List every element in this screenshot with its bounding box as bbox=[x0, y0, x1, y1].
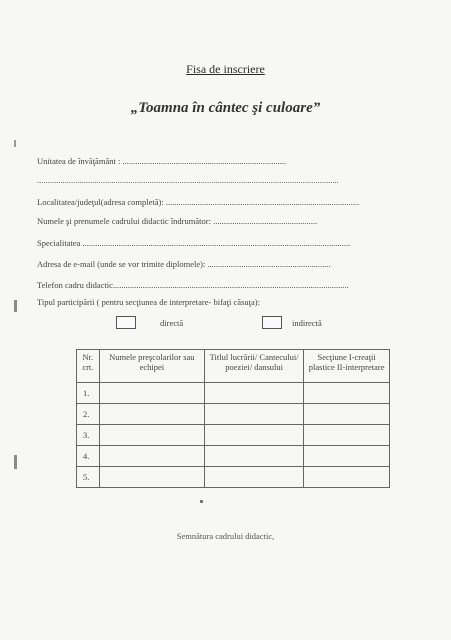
field-localitate[interactable]: Localitatea/judeţul(adresa completă): ........................................................................................... bbox=[37, 197, 360, 207]
cell-nume[interactable] bbox=[99, 404, 204, 425]
scan-speck bbox=[200, 500, 203, 503]
direct-label: directă bbox=[160, 318, 184, 328]
header-nume: Numele preşcolarilor sau echipei bbox=[99, 350, 204, 383]
table-row bbox=[77, 467, 390, 488]
cell-sectiune[interactable] bbox=[304, 425, 390, 446]
scan-artifact bbox=[14, 455, 17, 469]
cell-titlul[interactable] bbox=[204, 404, 303, 425]
cell-sectiune[interactable] bbox=[304, 446, 390, 467]
table-header-row bbox=[77, 350, 390, 383]
field-email[interactable]: Adresa de e-mail (unde se vor trimite diplomele): .......................................................... bbox=[37, 259, 331, 269]
row-number: 3. bbox=[77, 425, 100, 446]
field-telefon[interactable]: Telefon cadru didactic............................................................................................................... bbox=[37, 280, 349, 290]
scan-artifact bbox=[14, 140, 16, 147]
participation-type-label: Tipul participării ( pentru secţiunea de interpretare- bifaţi căsuţa): bbox=[37, 297, 260, 307]
header-nr: Nr. crt. bbox=[77, 350, 100, 383]
form-subtitle: „Toamna în cântec şi culoare” bbox=[130, 100, 321, 116]
cell-sectiune[interactable] bbox=[304, 383, 390, 404]
cell-nume[interactable] bbox=[99, 425, 204, 446]
row-number: 5. bbox=[77, 467, 100, 488]
cell-titlul[interactable] bbox=[204, 467, 303, 488]
participants-table bbox=[76, 349, 390, 488]
cell-titlul[interactable] bbox=[204, 446, 303, 467]
cell-nume[interactable] bbox=[99, 383, 204, 404]
cell-sectiune[interactable] bbox=[304, 404, 390, 425]
cell-titlul[interactable] bbox=[204, 425, 303, 446]
cell-nume[interactable] bbox=[99, 446, 204, 467]
row-number: 1. bbox=[77, 383, 100, 404]
scan-artifact bbox=[14, 300, 17, 312]
field-unitate-continuation[interactable]: .............................................................................................................................................. bbox=[37, 175, 339, 185]
table-row bbox=[77, 446, 390, 467]
form-title: Fisa de inscriere bbox=[186, 62, 265, 76]
cell-nume[interactable] bbox=[99, 467, 204, 488]
table-row bbox=[77, 383, 390, 404]
cell-sectiune[interactable] bbox=[304, 467, 390, 488]
indirect-checkbox[interactable] bbox=[262, 316, 282, 329]
table-row bbox=[77, 404, 390, 425]
signature-label: Semnătura cadrului didactic, bbox=[176, 531, 275, 541]
field-nume-cadru[interactable]: Numele şi prenumele cadrului didactic îndrumător: ................................................. bbox=[37, 216, 318, 226]
cell-titlul[interactable] bbox=[204, 383, 303, 404]
field-specialitate[interactable]: Specialitatea .............................................................................................................................. bbox=[37, 238, 351, 248]
field-unitate[interactable]: Unitatea de învăţământ : ............................................................................. bbox=[37, 156, 287, 166]
header-titlul: Titlul lucrării/ Cantecului/ poeziei/ dansului bbox=[204, 350, 303, 383]
header-sectiune: Secţiune I-creaţii plastice II-interpretare bbox=[304, 350, 390, 383]
row-number: 4. bbox=[77, 446, 100, 467]
direct-checkbox[interactable] bbox=[116, 316, 136, 329]
row-number: 2. bbox=[77, 404, 100, 425]
indirect-label: indirectă bbox=[292, 318, 322, 328]
table-row bbox=[77, 425, 390, 446]
